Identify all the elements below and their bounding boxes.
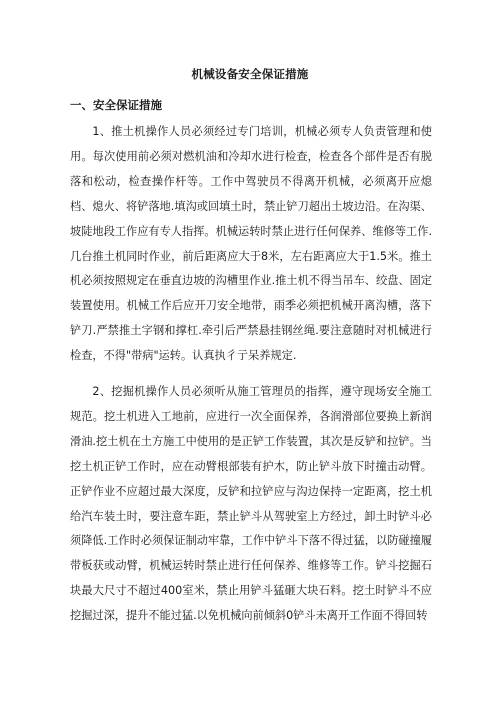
body-paragraph-1: 1、推土机操作人员必须经过专门培训，机械必须专人负责管理和使用。每次使用前必须对燃机油和冷却水进行检查，检查各个部件是否有脱落和松动，检查操作杆等。工作中驾驶员不得离开机械，必须离开应熄档、熄火、将铲落地.填沟或回填土时，禁止铲刀超出土坡边沿。在沟渠、坡陡地段工作应有专人指挥。机械运转时禁止进行任何保养、维修等工作.几台推土机同时作业，前后距离应大于8米，左右距离应大于1.5米。推土机必须按照规定在垂直边坡的沟槽里作业.推土机不得当吊车、绞盘、固定装置使用。机械工作后应开刀安全地带，雨季必须把机械开离沟槽，落下铲刀.严禁推土字钢和撑杠.牵引后严禁悬挂钢丝绳.要注意随时对机械进行检查，不得"带病"运转。认真执彳亍呆养规定. <box>70 125 432 363</box>
body-paragraph-2: 2、挖掘机操作人员必须听从施工管理员的指挥，遵守现场安全施工规范。挖土机进入工地前，应进行一次全面保养，各润滑部位要换上新润滑油.挖土机在土方施工中使用的是正铲工作装置，其次是反铲和拉铲。当挖土机正铲工作时，应在动臂根部装有护木，防止铲斗放下时撞击动臂。正铲作业不应超过最大深度，反铲和拉铲应与沟边保持一定距离，挖土机给汽车装土时，要注意车距，禁止铲斗从驾驶室上方经过，卸土时铲斗必须降低.工作时必须保证制动牢靠，工作中铲斗下落不得过猛，以防碰撞履带板获或动臂，机械运转时禁止进行任何保养、维修等工作。铲斗挖掘石块最大尺寸不超过400室米，禁止用铲斗猛砸大块石料。挖土时铲斗不应挖掘过深，提升不能过猛.以免机械向前倾斜0铲斗未离开工作面不得回转 <box>70 385 432 623</box>
document-title: 机械设备安全保证措施 <box>191 67 309 81</box>
section-heading: 一、安全保证措施 <box>70 98 162 112</box>
